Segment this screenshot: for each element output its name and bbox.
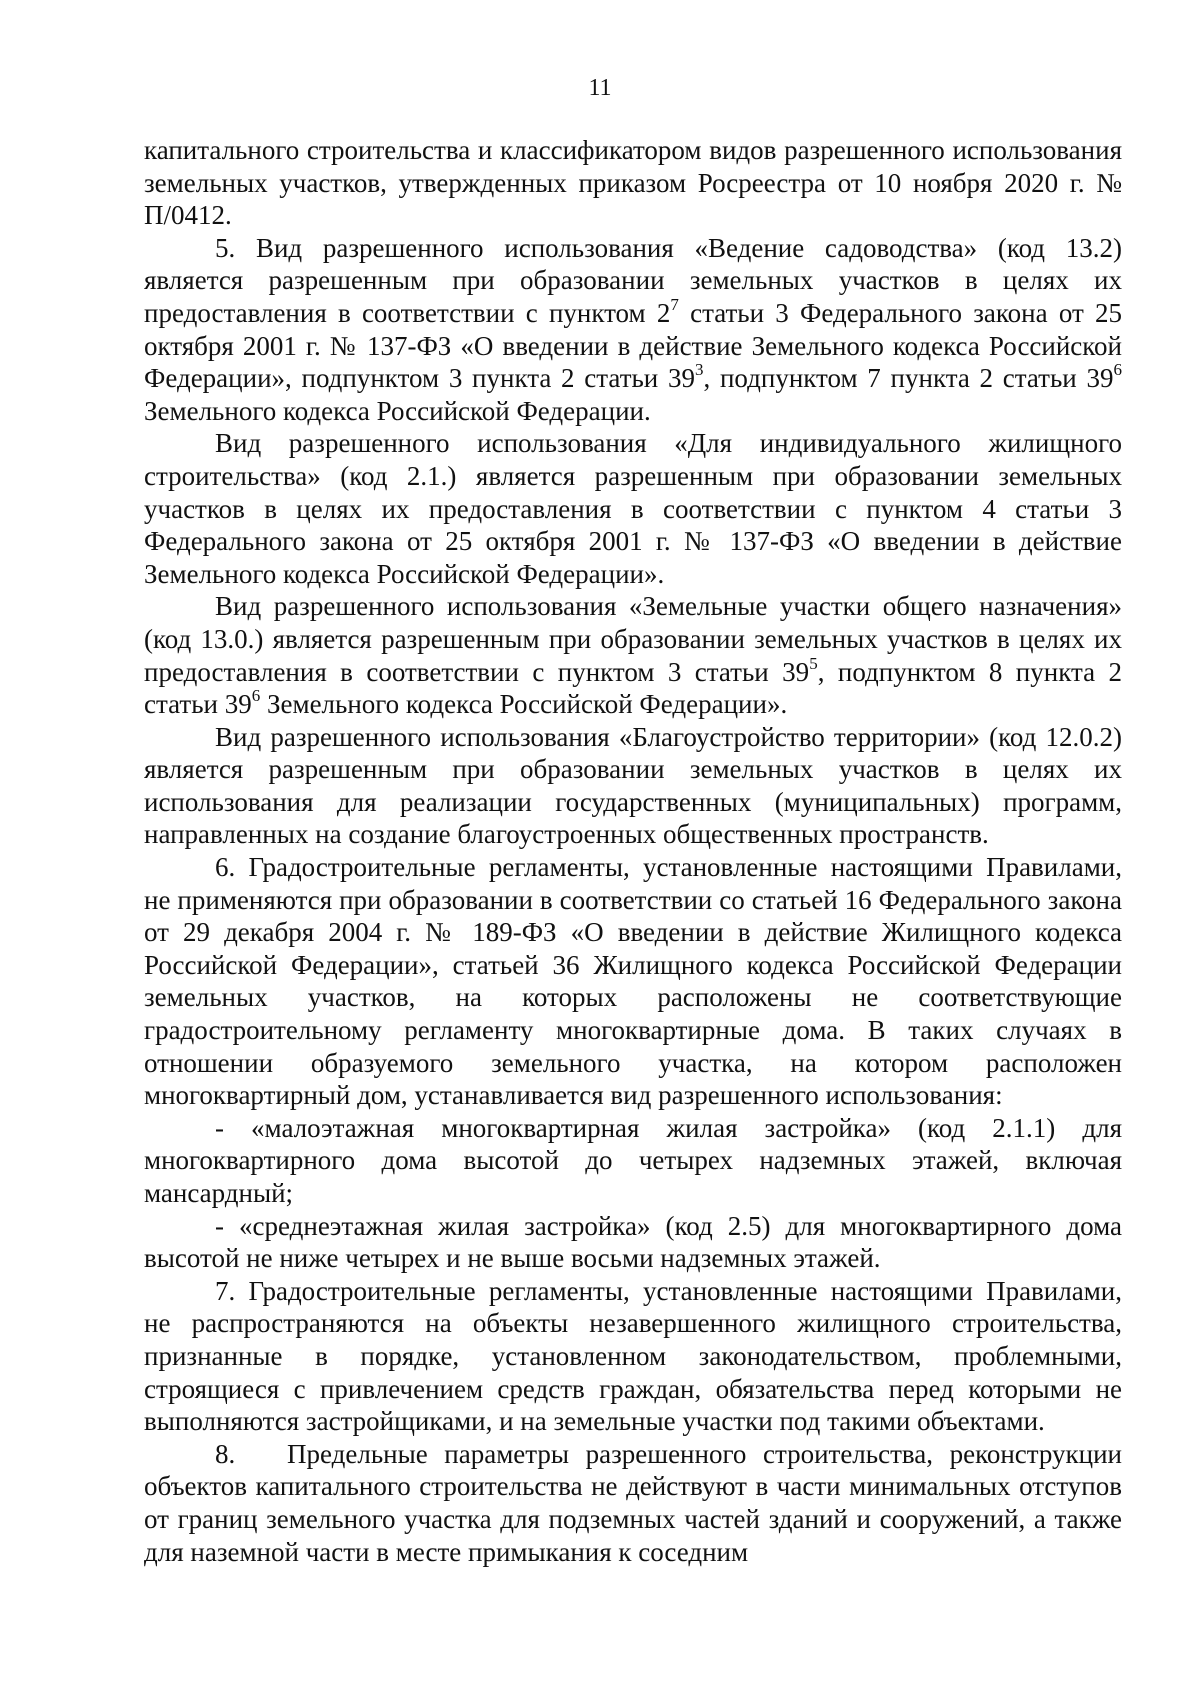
page-number: 11 xyxy=(588,75,612,101)
paragraph-5-gardening xyxy=(144,232,1122,428)
list-item-low-rise: - «малоэтажная многоквартирная жилая застройка» (код 2.1.1) для многоквартирного дома высотой до четырех надземных этажей, включая мансардный; xyxy=(144,1112,1122,1208)
paragraph-text: Вид разрешенного использования «Земельные участки общего назначения» (код 13.0.) является разрешенным при образовании земельных участков в целях их предоставления в соответствии с пунктом 3 статьи 39 xyxy=(144,591,1122,687)
paragraph-7-unfinished: 7. Градостроительные регламенты, установленные настоящими Правилами, не распространяются на объекты незавершенного жилищного строительства, признанные в порядке, установленном законодательством, проблемными, строящиеся с привлечением средств граждан, обязательства перед которыми не выполняются застройщиками, и на земельные участки под такими объектами. xyxy=(144,1275,1122,1437)
paragraph-text: Земельного кодекса Российской Федерации». xyxy=(260,689,788,720)
superscript: 6 xyxy=(1113,360,1122,380)
paragraph-common-land xyxy=(144,590,1122,720)
paragraph-6-regulations: 6. Градостроительные регламенты, установленные настоящими Правилами, не применяются при образовании в соответствии со статьей 16 Федерального закона от 29 декабря 2004 г. № 189-ФЗ «О введении в действие Жилищного кодекса Российской Федерации», статьей 36 Жилищного кодекса Российской Федерации земельных участков, на которых расположены не соответствующие градостроительному регламенту многоквартирные дома. В таких случаях в отношении образуемого земельного участка, на котором расположен многоквартирный дом, устанавливается вид разрешенного использования: xyxy=(144,852,1122,1111)
list-item-mid-rise: - «среднеэтажная жилая застройка» (код 2.5) для многоквартирного дома высотой не ниже четырех и не выше восьми надземных этажей. xyxy=(144,1210,1122,1274)
paragraph-text: , подпунктом 7 пункта 2 статьи 39 xyxy=(703,363,1114,394)
superscript: 5 xyxy=(809,653,818,673)
paragraph-text: Земельного кодекса Российской Федерации. xyxy=(144,395,651,426)
paragraph-text: Предельные параметры разрешенного строительства, реконструкции объектов капитального строительства не действуют в части минимальных отступов от границ земельного участка для подземных частей зданий и сооружений, а также для наземной части в месте примыкания к соседним xyxy=(144,1438,1122,1567)
paragraph-8-parameters xyxy=(144,1438,1122,1568)
paragraph-continuation: капитального строительства и классификатором видов разрешенного использования земельных участков, утвержденных приказом Росреестра от 10 ноября 2020 г. № П/0412. xyxy=(144,135,1122,231)
document-body xyxy=(144,134,1122,1568)
superscript: 7 xyxy=(670,294,679,314)
superscript: 3 xyxy=(695,360,704,380)
paragraph-text: статьи 3 Федерального закона от 25 октября 2001 г. № 137-ФЗ «О введении в действие Земельного кодекса Российской Федерации», подпунктом 3 пункта 2 статьи 39 xyxy=(144,297,1122,394)
paragraph-individual-housing: Вид разрешенного использования «Для индивидуального жилищного строительства» (код 2.1.) является разрешенным при образовании земельных участков в целях их предоставления в соответствии с пунктом 4 статьи 3 Федерального закона от 25 октября 2001 г. № 137-ФЗ «О введении в действие Земельного кодекса Российской Федерации». xyxy=(144,428,1122,589)
superscript: 6 xyxy=(251,686,261,706)
paragraph-text: 5. Вид разрешенного использования «Ведение садоводства» (код 13.2) является разрешенным при образовании земельных участков в целях их предоставления в соответствии с пунктом 2 xyxy=(144,232,1122,328)
paragraph-number: 8. xyxy=(215,1438,236,1469)
paragraph-landscaping: Вид разрешенного использования «Благоустройство территории» (код 12.0.2) является разрешенным при образовании земельных участков в целях их использования для реализации государственных (муниципальных) программ, направленных на создание благоустроенных общественных пространств. xyxy=(144,721,1122,850)
paragraph-text: , подпунктом 8 пункта 2 статьи 39 xyxy=(144,656,1123,720)
